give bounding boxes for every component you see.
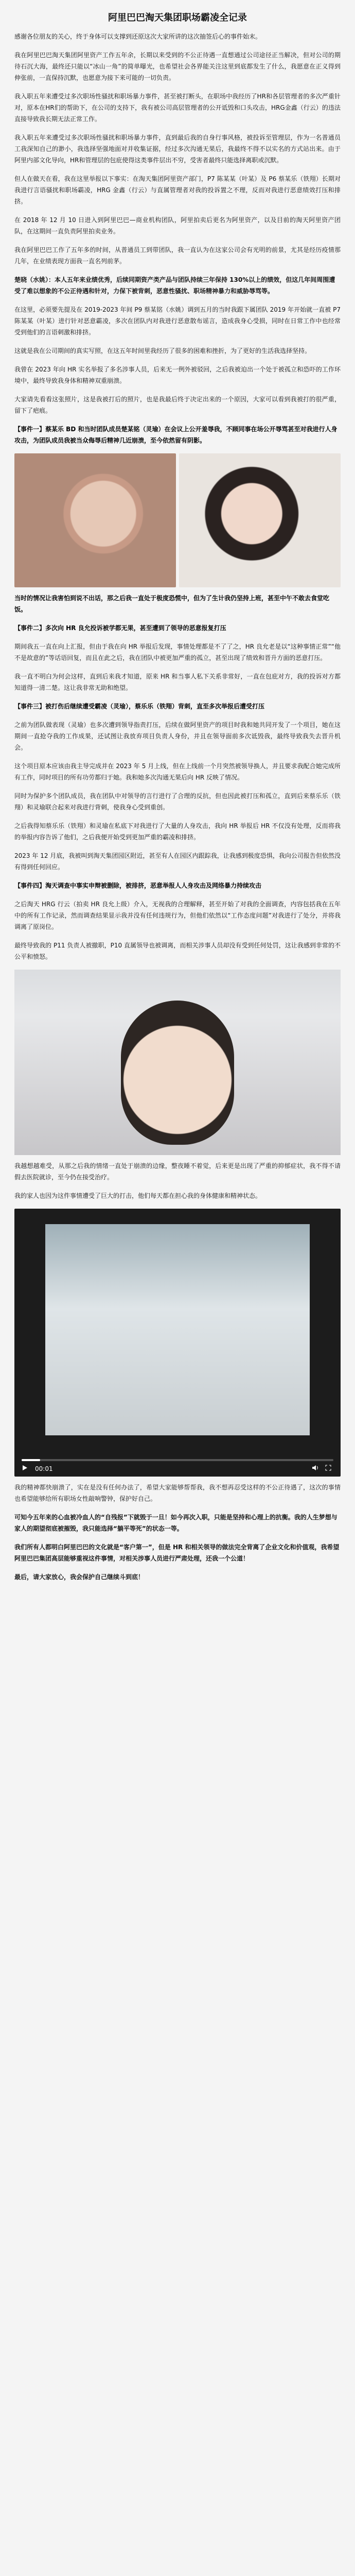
- section-heading-1: 【事件一】蔡某乐 BD 和当时团队成员楚某铭（灵瑜）在会议上公开羞辱我，不顾同事在场公开辱骂甚至对我进行人身攻击，为团队成员我被当众侮辱后精神几近崩溃，至今依然留有阴影。: [14, 426, 338, 444]
- intro-paragraph: 在 2018 年 12 月 10 日进入到阿里巴巴—商业机构团队，阿里拍卖后更名为阿里资产，以及目前的淘天阿里资产团队，在这期间一直负责阿里拍卖业务。: [14, 216, 341, 235]
- play-icon[interactable]: [22, 1465, 30, 1473]
- section4-tail-paragraph: 我越想越难受，从那之后我的情绪一直处于崩溃的边缘，整夜睡不着觉，后来更是出现了严重的抑郁症状，我不得不请假去医院就诊，至今仍在接受治疗。: [14, 1162, 341, 1181]
- section3-paragraph: 同时为保护多个团队成员，我在团队中对领导的言行进行了合理的反抗，但也因此被打压和孤立，直到后来蔡乐乐（铁翔）和灵瑜联合起来对我进行背刺，使我身心受到重创。: [14, 792, 341, 811]
- profile-paragraph: 楚晓（水姚）：本人五年来业绩优秀，后续同期资产类产品与团队持续三年保持 130%以上的绩效，但这几年间周围遭受了难以想象的不公正待遇和针对，力保下被背刺，恶意性骚扰、职场精神暴力和威胁辱骂等。: [14, 276, 335, 295]
- section4-tail-paragraph: 我的家人也因为这件事情遭受了巨大的打击，他们每天都在担心我的身体健康和精神状态。: [14, 1192, 262, 1199]
- closing-paragraph: 可知今五年来的心血被冷血人的“自残报”下就毁于一旦！如今再次入职，只能是坚持和心理上的抗衡。我的人生梦想与家人的期望彻底被摧毁，我只能选择“躺平等死”的状态一等。: [14, 1514, 338, 1532]
- video-controls: [22, 1464, 333, 1473]
- section3-paragraph: 这个项目原本应该由我主导完成并在 2023 年 5 月上线，但在上线前一个月突然被领导换人，并且要求我配合她完成所有工作，同时项目的所有功劳都归于她。我和她多次沟通无果后向 HR 反映了情况。: [14, 762, 341, 781]
- fullscreen-icon[interactable]: [325, 1465, 333, 1473]
- volume-icon[interactable]: [312, 1465, 320, 1473]
- section2-paragraph: 期间我五一直在向上汇报，但由于我在向 HR 举报后发现，事情处理都是不了了之，HR 良允老是以“这种事情正常”“他不是故意的”等话语回复，而且在此之后，我在团队中被更加严重的孤立，甚至出现了绩效和晋升方面的恶意打压。: [14, 643, 341, 662]
- portrait-face: [121, 1001, 234, 1145]
- section-heading-4: 【事件四】淘天调查中事实申辩被删除，被排挤，恶意举报人人身攻击及网络暴力持续攻击: [14, 882, 262, 889]
- profile-paragraph: 这就是我在公司期间的真实写照，在这五年时间里我经历了很多的困难和挫折，为了更好的生活我选择坚持。: [14, 347, 311, 354]
- video-progress-fill: [22, 1459, 40, 1461]
- profile-paragraph: 我在阿里巴巴工作了五年多的时间，从普通员工到带团队，我一直认为在这家公司会有光明的前景，尤其是经历疫情那几年，在业绩表现方面我一直名列前茅。: [14, 246, 341, 265]
- video-player[interactable]: [14, 1209, 341, 1477]
- section4-paragraph: 之后淘天 HRG 行云（拍卖 HR 良允上级）介入，无视我的合理解释，甚至开始了对我的全面调查，内容包括我在五年中的所有工作记录，然而调查结果显示我并没有任何违规行为，但他们依然以“工作态度问题”对我进行了处分，并将我调离了原岗位。: [14, 901, 341, 930]
- intro-paragraph: 但人在做天在看，我在这里举报以下事实：在淘天集团阿里资产部门，P7 陈某某（叶某）及 P6 蔡某乐（铁翔）长期对我进行言语骚扰和职场霸凌，HRG 金鑫（行云）与直属管理者对我的投诉置之不理，反而对我进行恶意绩效打压和排挤。: [14, 175, 341, 205]
- section3-paragraph: 之后我得知蔡乐乐（铁翔）和灵瑜在私底下对我进行了大量的人身攻击，我向 HR 举报后 HR 不仅没有处理，反而将我的举报内容告诉了他们，之后我便开始受到更加严重的霸凌和排挤。: [14, 822, 341, 841]
- section3-paragraph: 之前为团队做表现（灵瑜）也多次遭到领导指责打压，后续在做阿里资产的项目时我和她共同开发了一个项目，她在这期间一直抢夺我的工作成果，还试图让我放弃项目负责人身份，并且在领导面前多次诋毁我，最终导致我失去晋升机会。: [14, 721, 341, 751]
- section1-caption: 当时的情况让我害怕到说不出话，那之后我一直处于极度恐慌中，但为了生计我仍坚持上班，甚至中午不敢去食堂吃饭。: [14, 595, 330, 613]
- injury-photo: [14, 453, 176, 587]
- intro-paragraph: 感谢各位朋友的关心，终于身体可以支撑到还原这次大家所讲的这次抽签后心的事件始末。: [14, 33, 262, 40]
- intro-paragraph: 我入职五年来遭受过多次职场性骚扰和职场暴力事件，直到最后我的自身行事风格，被投诉至管理层，作为一名普通员工我深知自己的渺小，我选择坚强地面对并收集证据，经过多次沟通无果后，我最终不得不以实名的方式站出来。由于阿里内部文化导向，HR和管理层的包庇使得这类事件层出不穷，受害者最终只能选择离职或沉默。: [14, 134, 341, 164]
- injury-photos: [14, 453, 341, 587]
- injury-photo: [179, 453, 341, 587]
- closing-paragraph: 我的精神都快崩溃了，实在是没有任何办法了，希望大家能够帮帮我，我不想再忍受这样的不公正待遇了，这次的事情也希望能够给所有职场女性敲响警钟，保护好自己。: [14, 1484, 341, 1502]
- closing-paragraph: 最后，请大家放心，我会保护自己继续斗到底！: [14, 1573, 145, 1581]
- section2-paragraph: 我一直不明白为何会这样，直到后来我才知道，原来 HR 和当事人私下关系非常好，一直在包庇对方，我的投诉对方都知道得一清二楚。这让我非常无助和绝望。: [14, 673, 341, 691]
- portrait-photo: [14, 970, 341, 1155]
- video-frame: [45, 1224, 310, 1435]
- intro-paragraph: 我在阿里巴巴淘天集团阿里资产工作五年余，长期以来受到的不公正待遇一直想通过公司途径正当解决，但对公司的期待石沉大海，最终还只能以“冰山一角”的简单曝光，也希望社会各界能关注这里到底都发生了什么，我愿意在正义得到伸张前，一直保持沉默，也愿意为接下来可能的一切负责。: [14, 52, 341, 81]
- profile-paragraph: 大家请先看看这张照片，这是我被打后的照片，也是我最后终于决定出来的一个原因，大家可以看到我被打的很严重，留下了疤痕。: [14, 396, 341, 414]
- profile-paragraph: 在这里，必须要先提及在 2019-2023 年间 P9 蔡某铭（水姚）调到五月的当时我跟下属团队 2019 年开始就一直被 P7 陈某某（叶某）进行针对恶意霸凌，多次在团队内对我进行恶意散布谣言，造成我身心受损，同时在日常工作中也经常受到他们的言语刺激和排挤。: [14, 306, 341, 336]
- section-heading-2: 【事件二】多次向 HR 良允投诉被学都无果，甚至遭到了领导的恶意报复打压: [14, 624, 226, 632]
- intro-paragraph: 我入职五年来遭受过多次职场性骚扰和职场暴力事件，甚至被打断头，在职场中我经历了HR和各层管理者的多次严重针对，原本在HR们的帮助下，在公司的支持下，我有被公司高层管理者的公开诋毁和口头攻击，HRG金鑫（行云）的违法直接导致我长期无法正常工作。: [14, 93, 341, 123]
- closing-paragraph: 我们所有人都明白阿里巴巴的文化就是“客户第一”，但是 HR 和相关领导的做法完全背离了企业文化和价值观，我希望阿里巴巴集团高层能够重视这件事情，对相关涉事人员进行严肃处理，还我一个公道！: [14, 1544, 340, 1562]
- section-heading-3: 【事件三】被打伤后继续遭受霸凌（灵瑜），蔡乐乐（铁翔）背刺，直至多次举报后遭受打压: [14, 703, 265, 710]
- page-title: 阿里巴巴淘天集团职场霸凌全记录: [108, 12, 247, 23]
- section3-paragraph: 2023 年 12 月底，我被叫到淘天集团园区附近，甚至有人在园区内跟踪我，让我感到极度恐惧，我向公司报告但依然没有得到任何回应。: [14, 852, 341, 871]
- section4-paragraph: 最终导致我的 P11 负责人被撤职，P10 直属领导也被调离，而相关涉事人员却没有受到任何处罚，这让我感到非常的不公平和愤怒。: [14, 942, 341, 960]
- profile-paragraph: 我曾在 2023 年向 HR 实名举报了多名涉事人员，后来无一例外被驳回，之后我被迫出一个处于被孤立和恐吓的工作环境中，最终导致我身体和精神双重崩溃。: [14, 366, 341, 384]
- video-progress-bar[interactable]: [22, 1459, 333, 1461]
- video-time: 00:01: [35, 1465, 53, 1472]
